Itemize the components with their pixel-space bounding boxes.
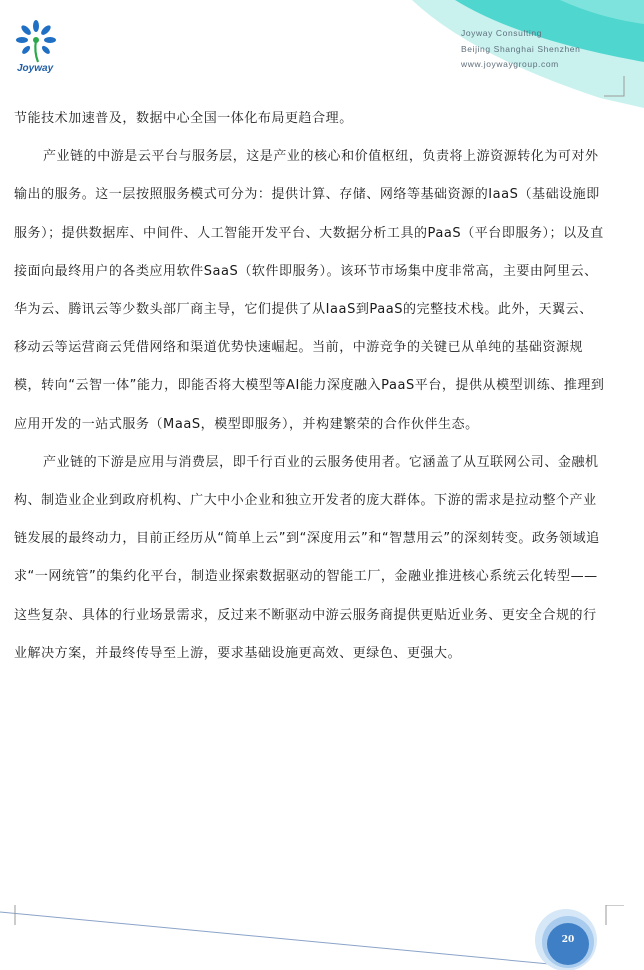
logo-text: Joyway <box>17 63 54 74</box>
company-cities: Beijing Shanghai Shenzhen <box>461 43 581 54</box>
paragraph-3: 产业链的下游是应用与消费层，即千行百业的云服务使用者。它涵盖了从互联网公司、金融机构、制造业企业到政府机构、广大中小企业和独立开发者的庞大群体。下游的需求是拉动整个产业链发展的最终动力，目前正经历从“简单上云”到“深度用云”和“智慧用云”的深刻转变。政务领域追求“一网统管”的集约化平台，制造业探索数据驱动的智能工厂，金融业推进核心系统云化转型——这些复杂、具体的行业场景需求，反过来不断驱动中游云服务商提供更贴近业务、更安全合规的行业解决方案，并最终传导至上游，要求基础设施更高效、更绿色、更强大。 <box>14 454 600 661</box>
crop-mark-bottom-right <box>604 905 626 927</box>
company-website[interactable]: www.joywaygroup.com <box>461 59 559 69</box>
paragraph-1: 节能技术加速普及，数据中心全国一体化布局更趋合理。 <box>14 111 353 126</box>
crop-mark-bottom-left <box>0 905 22 927</box>
page-number: 20 <box>561 935 575 945</box>
paragraph-2: 产业链的中游是云平台与服务层，这是产业的核心和价值枢纽，负责将上游资源转化为可对外输出的服务。这一层按照服务模式可分为：提供计算、存储、网络等基础资源的IaaS（基础设施即服务）；提供数据库、中间件、人工智能开发平台、大数据分析工具的PaaS（平台即服务）；以及直接面向最终用户的各类应用软件SaaS（软件即服务）。该环节市场集中度非常高，主要由阿里云、华为云、腾讯云等少数头部厂商主导，它们提供了从IaaS到PaaS的完整技术栈。此外，天翼云、移动云等运营商云凭借网络和渠道优势快速崛起。当前，中游竞争的关键已从单纯的基础资源规模，转向“云智一体”能力，即能否将大模型等AI能力深度融入PaaS平台，提供从模型训练、推理到应用开发的一站式服务（MaaS，模型即服务），并构建繁荣的合作伙伴生态。 <box>14 149 605 432</box>
crop-mark-top-right <box>604 76 626 98</box>
company-info <box>461 26 580 73</box>
footer-rule <box>0 912 560 965</box>
document-body <box>14 100 606 673</box>
company-name: Joyway Consulting <box>461 28 543 38</box>
